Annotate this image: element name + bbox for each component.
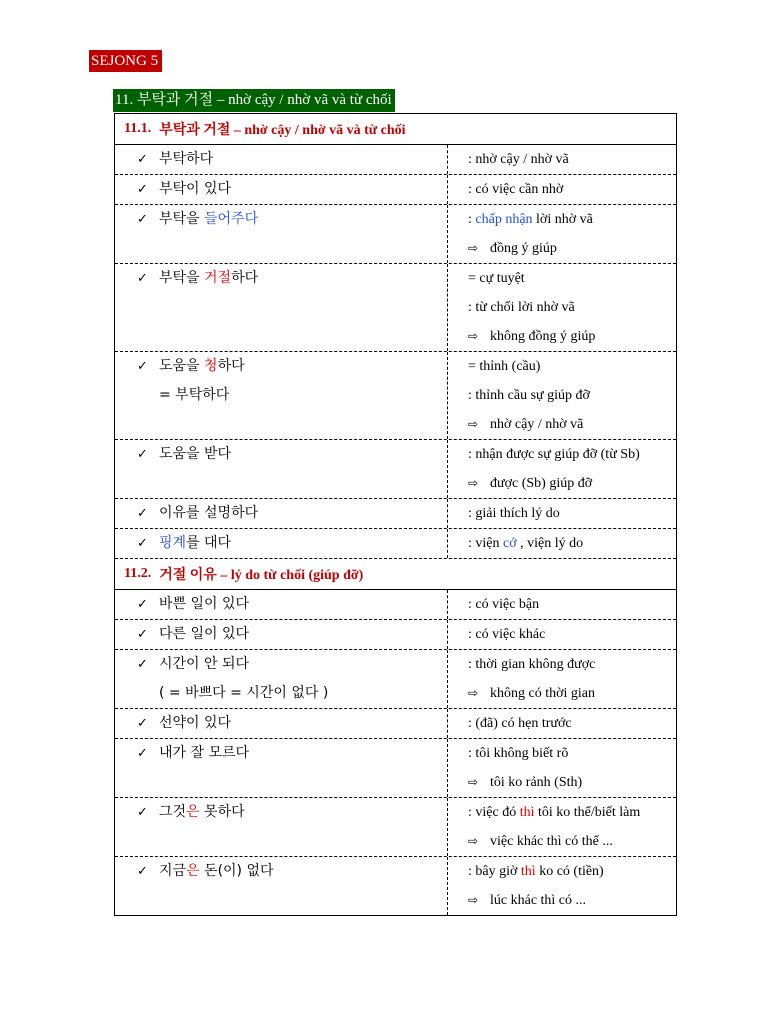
meaning-cell [448, 352, 676, 439]
text-fragment: : thỉnh cầu sự giúp đỡ [468, 388, 590, 403]
text-fragment: 부탁하다 [159, 151, 214, 167]
hollow-right-arrow-icon: ⇨ [468, 476, 479, 490]
subsection-header [115, 559, 676, 590]
subsection-title: 부탁과 거절 – nhờ cậy / nhờ vã và từ chối [159, 123, 406, 138]
text-fragment: 그것 [159, 804, 187, 820]
hollow-right-arrow-icon: ⇨ [468, 775, 479, 789]
meaning-cell [448, 857, 676, 915]
text-fragment: : có việc cần nhờ [468, 182, 564, 197]
meaning-line [468, 620, 676, 649]
table-row [115, 739, 676, 798]
check-icon: ✓ [137, 152, 148, 167]
term-line [137, 857, 447, 886]
hollow-right-arrow-icon: ⇨ [468, 834, 479, 848]
check-icon: ✓ [137, 447, 148, 462]
term-line [137, 529, 447, 558]
text-fragment: 부탁을 [159, 270, 205, 286]
korean-term-cell [115, 798, 448, 856]
text-fragment: 를 대다 [186, 535, 232, 551]
meaning-line [468, 529, 676, 558]
highlighted-text: chấp nhận [475, 212, 533, 227]
text-fragment: việc khác thì có thể ... [490, 834, 613, 849]
highlighted-text: 들어주다 [204, 211, 259, 227]
highlighted-text: thì [519, 805, 535, 820]
text-fragment: 도움을 [159, 358, 205, 374]
term-line [137, 679, 447, 708]
text-fragment: tôi ko rảnh (Sth) [490, 775, 583, 790]
text-fragment: 내가 잘 모르다 [159, 745, 250, 761]
text-fragment: lúc khác thì có ... [490, 893, 587, 908]
korean-term-cell [115, 440, 448, 498]
text-fragment: 하다 [217, 358, 245, 374]
korean-term-cell [115, 145, 448, 174]
meaning-cell [448, 145, 676, 174]
meaning-line [468, 709, 676, 738]
korean-term-cell [115, 205, 448, 263]
table-row [115, 440, 676, 499]
subsection-number: 11.1. [124, 121, 152, 136]
check-icon: ✓ [137, 597, 148, 612]
meaning-cell [448, 205, 676, 263]
meaning-line [468, 352, 676, 381]
text-fragment: 부탁을 [159, 211, 205, 227]
text-fragment: 바쁜 일이 있다 [159, 596, 250, 612]
meaning-cell [448, 798, 676, 856]
text-fragment: tôi ko thể/biết làm [534, 805, 641, 820]
meaning-line [468, 205, 676, 234]
meaning-cell [448, 650, 676, 708]
term-line [137, 205, 447, 234]
meaning-line [468, 768, 676, 797]
table-row [115, 650, 676, 709]
text-fragment: 부탁이 있다 [159, 181, 232, 197]
text-fragment: : tôi không biết rõ [468, 746, 569, 761]
korean-term-cell [115, 620, 448, 649]
text-fragment: 지금 [159, 863, 187, 879]
meaning-line [468, 175, 676, 204]
text-fragment: 선약이 있다 [159, 715, 232, 731]
meaning-line [468, 322, 676, 351]
text-fragment: : việc đó [468, 805, 520, 820]
meaning-line [468, 679, 676, 708]
table-row [115, 529, 676, 559]
meaning-cell [448, 620, 676, 649]
text-fragment: : [468, 212, 476, 227]
text-fragment: 못하다 [199, 804, 245, 820]
check-icon: ✓ [137, 805, 148, 820]
text-fragment: không đồng ý giúp [490, 329, 596, 344]
text-fragment: : từ chối lời nhờ vã [468, 300, 575, 315]
highlighted-text: 거절 [204, 270, 232, 286]
highlighted-text: 핑계 [159, 535, 187, 551]
text-fragment: = 부탁하다 [159, 387, 230, 403]
text-fragment: nhờ cậy / nhờ vã [490, 417, 584, 432]
text-fragment: : có việc bận [468, 597, 540, 612]
korean-term-cell [115, 739, 448, 797]
vocabulary-table [114, 113, 677, 916]
section-heading: 11. 부탁과 거절 – nhờ cậy / nhờ vã và từ chối [113, 89, 395, 112]
text-fragment: = cự tuyệt [468, 271, 525, 286]
text-fragment: , viện lý do [516, 536, 584, 551]
table-row [115, 175, 676, 205]
meaning-line [468, 798, 676, 827]
text-fragment: : giải thích lý do [468, 506, 560, 521]
check-icon: ✓ [137, 359, 148, 374]
table-row [115, 145, 676, 175]
term-line [137, 175, 447, 204]
text-fragment: 도움을 받다 [159, 446, 232, 462]
table-row [115, 499, 676, 529]
korean-term-cell [115, 264, 448, 351]
meaning-line [468, 886, 676, 915]
korean-term-cell [115, 175, 448, 204]
hollow-right-arrow-icon: ⇨ [468, 686, 479, 700]
check-icon: ✓ [137, 627, 148, 642]
hollow-right-arrow-icon: ⇨ [468, 893, 479, 907]
text-fragment: ( = 바쁘다 = 시간이 없다 ) [159, 685, 329, 701]
korean-term-cell [115, 650, 448, 708]
meaning-line [468, 410, 676, 439]
text-fragment: được (Sb) giúp đỡ [490, 476, 593, 491]
meaning-cell [448, 175, 676, 204]
term-line [137, 499, 447, 528]
check-icon: ✓ [137, 506, 148, 521]
meaning-cell [448, 499, 676, 528]
table-row [115, 709, 676, 739]
meaning-cell [448, 709, 676, 738]
table-row [115, 798, 676, 857]
check-icon: ✓ [137, 864, 148, 879]
meaning-cell [448, 529, 676, 558]
meaning-line [468, 293, 676, 322]
meaning-cell [448, 739, 676, 797]
highlighted-text: 청 [204, 358, 218, 374]
term-line [137, 709, 447, 738]
highlighted-text: 은 [186, 863, 200, 879]
meaning-line [468, 590, 676, 619]
meaning-cell [448, 264, 676, 351]
korean-term-cell [115, 857, 448, 915]
text-fragment: 이유를 설명하다 [159, 505, 259, 521]
text-fragment: không có thời gian [490, 686, 595, 701]
table-row [115, 590, 676, 620]
check-icon: ✓ [137, 271, 148, 286]
table-row [115, 857, 676, 915]
text-fragment: = thỉnh (cầu) [468, 359, 541, 374]
term-line [137, 264, 447, 293]
meaning-line [468, 739, 676, 768]
check-icon: ✓ [137, 716, 148, 731]
text-fragment: : viện [468, 536, 503, 551]
meaning-line [468, 264, 676, 293]
subsection-number: 11.2. [124, 566, 152, 581]
text-fragment: 다른 일이 있다 [159, 626, 250, 642]
text-fragment: : có việc khác [468, 627, 546, 642]
check-icon: ✓ [137, 746, 148, 761]
meaning-line [468, 381, 676, 410]
table-row [115, 620, 676, 650]
text-fragment: : nhờ cậy / nhờ vã [468, 152, 569, 167]
meaning-line [468, 469, 676, 498]
highlighted-text: cớ [503, 536, 517, 551]
term-line [137, 145, 447, 174]
term-line [137, 381, 447, 410]
term-line [137, 620, 447, 649]
meaning-cell [448, 590, 676, 619]
text-fragment: đồng ý giúp [490, 241, 557, 256]
korean-term-cell [115, 590, 448, 619]
text-fragment: : (đã) có hẹn trước [468, 716, 572, 731]
subsection-title: 거절 이유 – lý do từ chối (giúp đỡ) [159, 568, 364, 583]
korean-term-cell [115, 709, 448, 738]
text-fragment: 돈(이) 없다 [199, 863, 274, 879]
hollow-right-arrow-icon: ⇨ [468, 329, 479, 343]
term-line [137, 440, 447, 469]
check-icon: ✓ [137, 536, 148, 551]
highlighted-text: 은 [186, 804, 200, 820]
check-icon: ✓ [137, 182, 148, 197]
text-fragment: : nhận được sự giúp đỡ (từ Sb) [468, 447, 640, 462]
korean-term-cell [115, 529, 448, 558]
table-row [115, 264, 676, 352]
meaning-line [468, 440, 676, 469]
meaning-cell [448, 440, 676, 498]
term-line [137, 798, 447, 827]
meaning-line [468, 827, 676, 856]
text-fragment: : bây giờ [468, 864, 521, 879]
text-fragment: 하다 [231, 270, 259, 286]
text-fragment: lời nhờ vã [532, 212, 593, 227]
hollow-right-arrow-icon: ⇨ [468, 241, 479, 255]
check-icon: ✓ [137, 212, 148, 227]
meaning-line [468, 857, 676, 886]
document-tag: SEJONG 5 [89, 50, 162, 72]
text-fragment: : thời gian không được [468, 657, 596, 672]
meaning-line [468, 234, 676, 263]
text-fragment: 시간이 안 되다 [159, 656, 250, 672]
text-fragment: ko có (tiền) [535, 864, 604, 879]
table-row [115, 205, 676, 264]
table-row [115, 352, 676, 440]
check-icon: ✓ [137, 657, 148, 672]
korean-term-cell [115, 499, 448, 528]
subsection-header [115, 114, 676, 145]
term-line [137, 739, 447, 768]
term-line [137, 352, 447, 381]
korean-term-cell [115, 352, 448, 439]
highlighted-text: thì [520, 864, 536, 879]
meaning-line [468, 499, 676, 528]
meaning-line [468, 145, 676, 174]
term-line [137, 590, 447, 619]
hollow-right-arrow-icon: ⇨ [468, 417, 479, 431]
term-line [137, 650, 447, 679]
meaning-line [468, 650, 676, 679]
